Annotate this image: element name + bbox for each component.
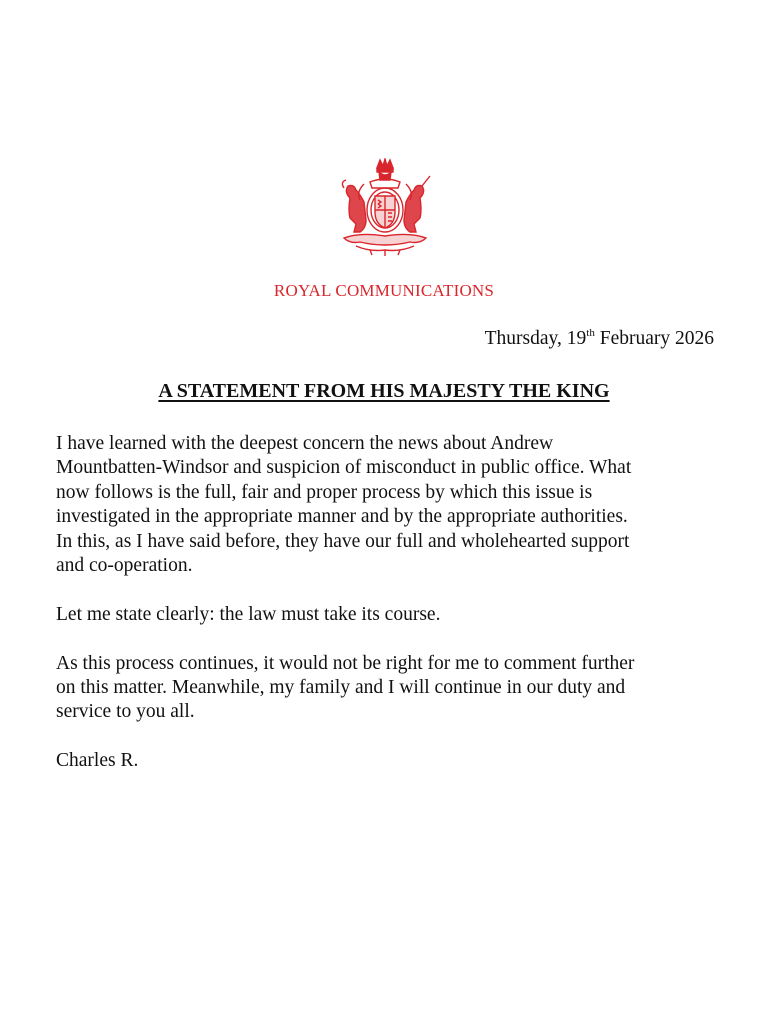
statement-date: [485, 328, 714, 350]
statement-body: [56, 432, 726, 798]
paragraph-line: on this matter. Meanwhile, my family and I will continue in our duty and: [56, 677, 626, 699]
paragraph-line: investigated in the appropriate manner and by the appropriate authorities.: [56, 506, 628, 528]
royal-coat-of-arms-icon: [330, 158, 440, 258]
statement-title: A STATEMENT FROM HIS MAJESTY THE KING: [158, 380, 610, 402]
paragraph-2: [56, 603, 726, 627]
paragraph-line: now follows is the full, fair and proper process by which this issue is: [56, 481, 593, 503]
paragraph-line: and co-operation.: [56, 555, 193, 577]
date-month-year: February 2026: [599, 328, 714, 349]
paragraph-1: [56, 432, 726, 578]
date-weekday: Thursday,: [484, 328, 562, 349]
paragraph-line: Let me state clearly: the law must take its course.: [56, 603, 441, 625]
organization-name: ROYAL COMMUNICATIONS: [273, 281, 495, 300]
paragraph-line: As this process continues, it would not be right for me to comment further: [56, 652, 635, 674]
date-day-suffix: th: [586, 327, 595, 339]
date-day: 19: [566, 328, 587, 349]
paragraph-line: I have learned with the deepest concern the news about Andrew: [56, 433, 554, 454]
paragraph-line: In this, as I have said before, they have our full and wholehearted support: [56, 530, 630, 552]
paragraph-3: [56, 652, 726, 725]
paragraph-line: Mountbatten-Windsor and suspicion of misconduct in public office. What: [56, 457, 632, 479]
paragraph-line: service to you all.: [56, 701, 195, 723]
signature: Charles R.: [56, 750, 139, 772]
